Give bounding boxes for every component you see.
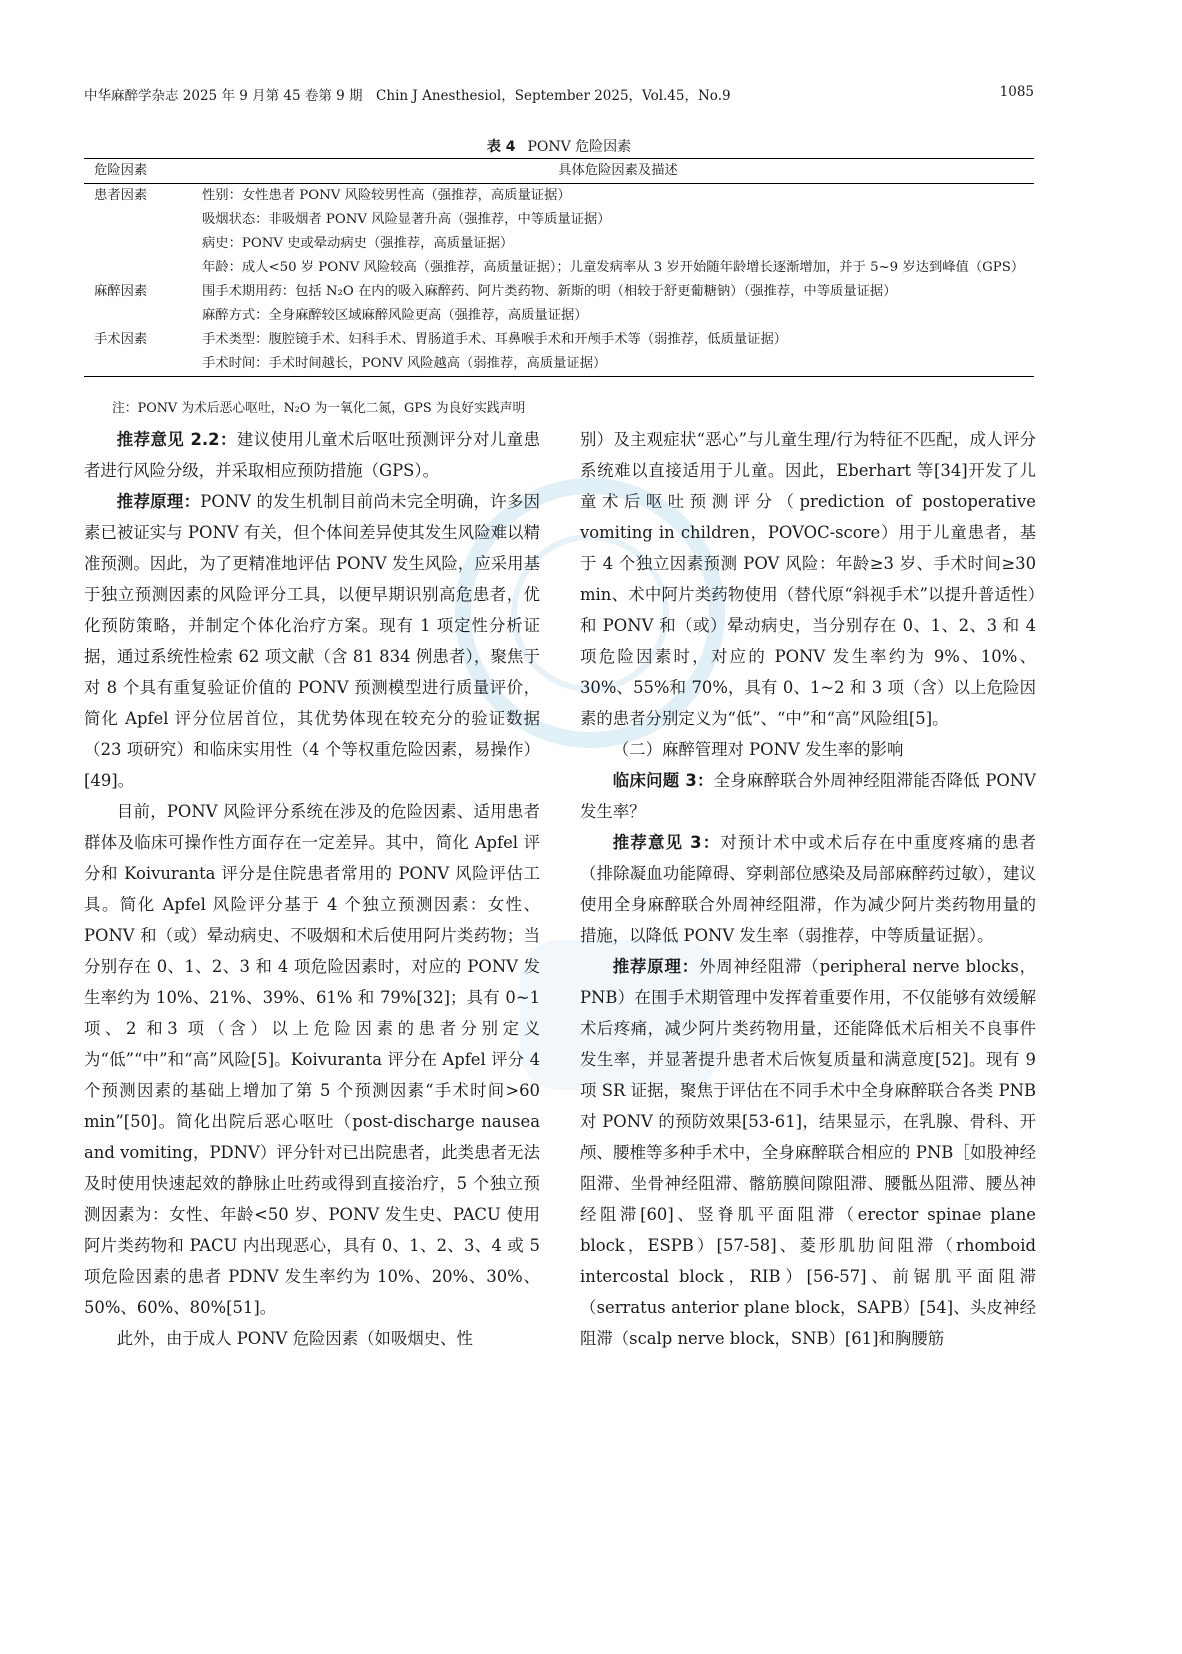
rationale-label: 推荐原理： — [116, 492, 201, 511]
recommendation-3 — [580, 827, 1036, 951]
table-header-category: 危险因素 — [94, 163, 148, 178]
paragraph-text: 对预计术中或术后存在中重度疼痛的患者（排除凝血功能障碍、穿刺部位感染及局部麻醉药过敏），建议使用全身麻醉联合外周神经阻滞，作为减少阿片类药物用量的措施，以降低 PONV 发生率（弱推荐，中等质量证据）。 — [580, 833, 1036, 945]
table-item: 围手术期用药：包括 N₂O 在内的吸入麻醉药、阿片类药物、新斯的明（相较于舒更葡糖钠）（强推荐，中等质量证据） — [202, 284, 897, 299]
table-category-cell: 手术因素 — [94, 332, 148, 347]
paragraph-text: 建议使用儿童术后呕吐预测评分对儿童患者进行风险分级，并采取相应预防措施（GPS）。 — [84, 430, 540, 480]
question-label: 临床问题 3： — [612, 771, 714, 790]
table-category-cell: 麻醉因素 — [94, 284, 148, 299]
section-heading: （二）麻醉管理对 PONV 发生率的影响 — [612, 740, 904, 759]
table-caption: PONV 危险因素 — [527, 139, 632, 155]
table-group-patient — [84, 184, 1034, 280]
risk-factor-table — [84, 158, 1034, 377]
recommendation-label: 推荐意见 2.2： — [116, 430, 237, 449]
body-paragraph: 别）及主观症状“恶心”与儿童生理/行为特征不匹配，成人评分系统难以直接适用于儿童。因此，Eberhart 等[34]开发了儿童术后呕吐预测评分（prediction of postoperative vomiting in children，POVOC-score）用于儿童患者，基于 4 个独立因素预测 POV 风险：年龄≥3 岁、手术时间≥30 min、术中阿片类药物使用（替代原“斜视手术”以提升普适性）和 PONV 和（或）晕动病史，当分别存在 0、1、2、3 和 4 项危险因素时，对应的 PONV 发生率约为 9%、10%、30%、55%和 70%，具有 0、1~2 和 3 项（含）以上危险因素的患者分别定义为“低”、“中”和“高”风险组[5]。 — [580, 430, 1036, 728]
table-group-anesthesia — [84, 280, 1034, 328]
paragraph-text: 全身麻醉联合外周神经阻滞能否降低 PONV 发生率？ — [580, 771, 1036, 821]
table-item: 病史：PONV 史或晕动病史（强推荐，高质量证据） — [202, 236, 514, 251]
journal-citation: 中华麻醉学杂志 2025 年 9 月第 45 卷第 9 期 Chin J Anesthesiol，September 2025，Vol.45，No.9 — [84, 88, 731, 104]
recommendation-label: 推荐意见 3： — [612, 833, 721, 852]
table-category-cell: 患者因素 — [94, 188, 148, 203]
table-label: 表 4 — [486, 139, 516, 155]
table-note: 注：PONV 为术后恶心呕吐，N₂O 为一氧化二氮，GPS 为良好实践声明 — [112, 401, 526, 416]
body-paragraph: 此外，由于成人 PONV 危险因素（如吸烟史、性 — [116, 1329, 473, 1348]
table-item: 年龄：成人<50 岁 PONV 风险较高（强推荐，高质量证据）；儿童发病率从 3 岁开始随年龄增长逐渐增加，并于 5~9 岁达到峰值（GPS） — [202, 260, 1025, 275]
paragraph-text: 外周神经阻滞（peripheral nerve blocks，PNB）在围手术期管理中发挥着重要作用，不仅能够有效缓解术后疼痛，减少阿片类药物用量，还能降低术后相关不良事件发生率，并显著提升患者术后恢复质量和满意度[52]。现有 9 项 SR 证据，聚焦于评估在不同手术中全身麻醉联合各类 PNB 对 PONV 的预防效果[53-61]，结果显示，在乳腺、骨科、开颅、腰椎等多种手术中，全身麻醉联合相应的 PNB［如股神经阻滞、坐骨神经阻滞、髂筋膜间隙阻滞、腰骶丛阻滞、腰丛神经阻滞[60]、竖脊肌平面阻滞（erector spinae plane block，ESPB）[57-58]、菱形肌肋间阻滞（rhomboid intercostal block，RIB）[56-57]、前锯肌平面阻滞（serratus anterior plane block，SAPB）[54]、头皮神经阻滞（scalp nerve block，SNB）[61]和胸腰筋 — [580, 957, 1036, 1348]
left-column — [84, 424, 540, 1354]
table-item: 手术类型：腹腔镜手术、妇科手术、胃肠道手术、耳鼻喉手术和开颅手术等（弱推荐，低质量证据） — [202, 332, 788, 347]
right-column — [580, 424, 1036, 1354]
page-number: 1085 — [999, 84, 1034, 100]
paragraph-text: PONV 的发生机制目前尚未完全明确，许多因素已被证实与 PONV 有关，但个体间差异使其发生风险难以精准预测。因此，为了更精准地评估 PONV 发生风险，应采用基于独立预测因素的风险评分工具，以便早期识别高危患者，优化预防策略，并制定个体化治疗方案。现有 1 项定性分析证据，通过系统性检索 62 项文献（含 81 834 例患者），聚焦于对 8 个具有重复验证价值的 PONV 预测模型进行质量评价，简化 Apfel 评分位居首位，其优势体现在较充分的验证数据（23 项研究）和临床实用性（4 个等权重危险因素，易操作）[49]。 — [84, 492, 541, 790]
table-item: 麻醉方式：全身麻醉较区域麻醉风险更高（强推荐，高质量证据） — [202, 308, 588, 323]
table-item: 性别：女性患者 PONV 风险较男性高（强推荐，高质量证据） — [202, 188, 571, 203]
page-header — [84, 84, 1034, 108]
recommendation-2-2 — [84, 424, 540, 486]
rationale-paragraph — [580, 951, 1036, 1354]
clinical-question-3 — [580, 765, 1036, 827]
rationale-paragraph — [84, 486, 540, 796]
table-title — [84, 136, 1034, 156]
table-group-surgery — [84, 328, 1034, 376]
table-header-description: 具体危险因素及描述 — [558, 163, 678, 178]
table-item: 手术时间：手术时间越长，PONV 风险越高（弱推荐，高质量证据） — [202, 356, 607, 371]
body-paragraph: 目前，PONV 风险评分系统在涉及的危险因素、适用患者群体及临床可操作性方面存在一定差异。其中，简化 Apfel 评分和 Koivuranta 评分是住院患者常用的 PONV 风险评估工具。简化 Apfel 风险评分基于 4 个独立预测因素：女性、PONV 和（或）晕动病史、不吸烟和术后使用阿片类药物；当分别存在 0、1、2、3 和 4 项危险因素时，对应的 PONV 发生率约为 10%、21%、39%、61% 和 79%[32]；具有 0~1 项、2 和3 项（含）以上危险因素的患者分别定义为“低”“中”和“高”风险[5]。Koivuranta 评分在 Apfel 评分 4 个预测因素的基础上增加了第 5 个预测因素“手术时间>60 min”[50]。简化出院后恶心呕吐（post-discharge nausea and vomiting，PDNV）评分针对已出院患者，此类患者无法及时使用快速起效的静脉止吐药或得到直接治疗，5 个独立预测因素为：女性、年龄<50 岁、PONV 发生史、PACU 使用阿片类药物和 PACU 内出现恶心，具有 0、1、2、3、4 或 5 项危险因素的患者 PDNV 发生率约为 10%、20%、30%、50%、60%、80%[51]。 — [84, 802, 540, 1317]
rationale-label: 推荐原理： — [612, 957, 699, 976]
table-item: 吸烟状态：非吸烟者 PONV 风险显著升高（强推荐，中等质量证据） — [202, 212, 611, 227]
table-header-row — [84, 159, 1034, 184]
